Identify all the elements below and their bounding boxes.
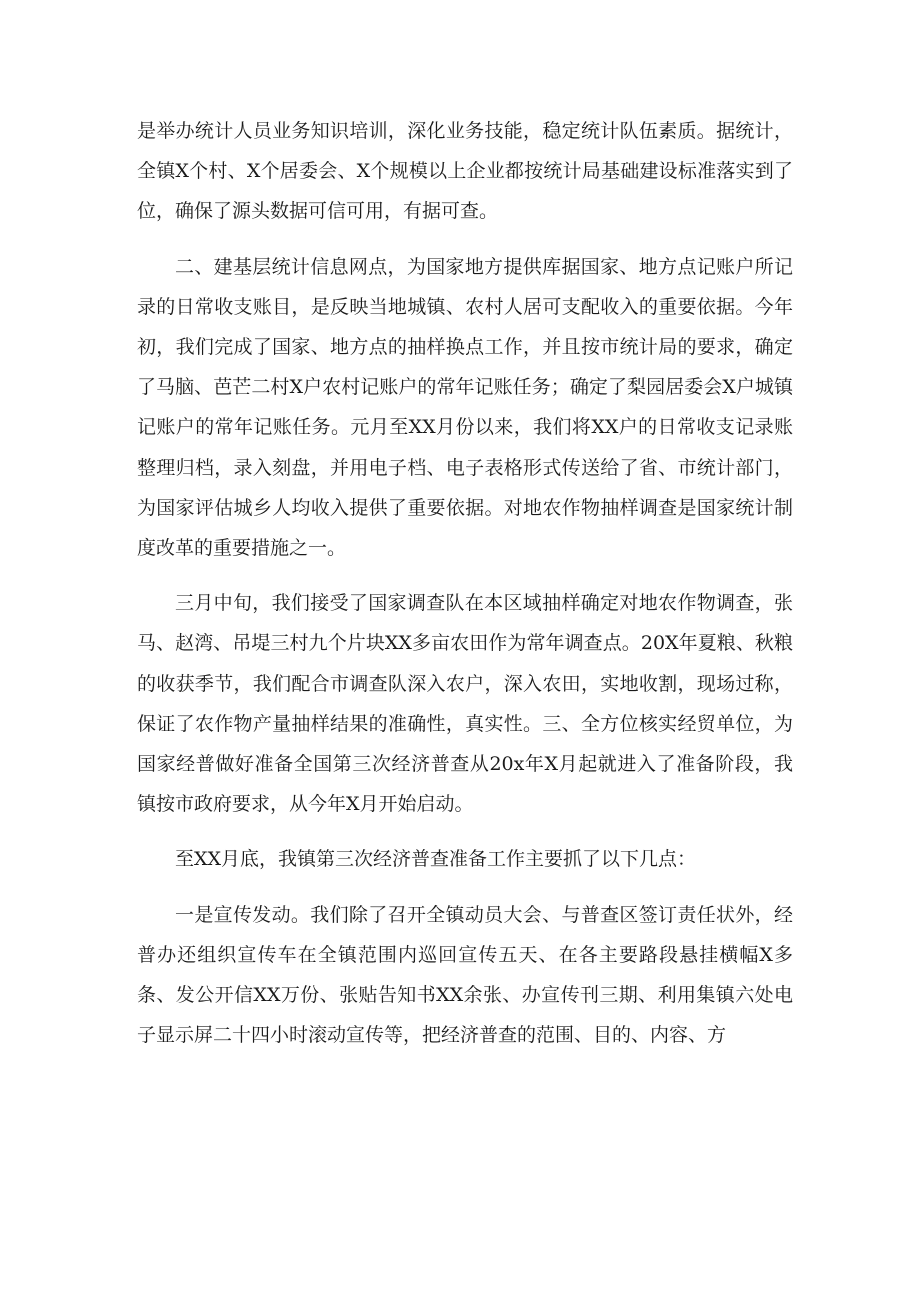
paragraph-crop-survey: 三月中旬，我们接受了国家调查队在本区域抽样确定对地农作物调查，张马、赵湾、吊堤三村九个片块XX多亩农田作为常年调查点。20X年夏粮、秋粮的收获季节，我们配合市调查队深入农户，深入农田，实地收割，现场过称，保证了农作物产量抽样结果的准确性，真实性。三、全方位核实经贸单位，为国家经普做好准备全国第三次经济普查从20x年X月起就进入了准备阶段，我镇按市政府要求，从今年X月开始启动。 [137, 592, 793, 816]
document-body [137, 111, 793, 1055]
paragraph-publicity: 一是宣传发动。我们除了召开全镇动员大会、与普查区签订责任状外，经普办还组织宣传车在全镇范围内巡回宣传五天、在各主要路段悬挂横幅X多条、发公开信XX万份、张贴告知书XX余张、办宣传刊三期、利用集镇六处电子显示屏二十四小时滚动宣传等，把经济普查的范围、目的、内容、方 [137, 903, 793, 1047]
paragraph-statistics-network: 二、建基层统计信息网点，为国家地方提供库据国家、地方点记账户所记录的日常收支账目，是反映当地城镇、农村人居可支配收入的重要依据。今年初，我们完成了国家、地方点的抽样换点工作，并且按市统计局的要求，确定了马脑、芭芒二村X户农村记账户的常年记账任务；确定了梨园居委会X户城镇记账户的常年记账任务。元月至XX月份以来，我们将XX户的日常收支记录账整理归档，录入刻盘，并用电子档、电子表格形式传送给了省、市统计部门，为国家评估城乡人均收入提供了重要依据。对地农作物抽样调查是国家统计制度改革的重要措施之一。 [137, 255, 793, 560]
paragraph-continuation: 是举办统计人员业务知识培训，深化业务技能，稳定统计队伍素质。据统计，全镇X个村、X个居委会、X个规模以上企业都按统计局基础建设标准落实到了位，确保了源头数据可信可用，有据可查。 [137, 120, 793, 223]
paragraph-census-preparation: 至XX月底，我镇第三次经济普查准备工作主要抓了以下几点： [175, 848, 697, 871]
